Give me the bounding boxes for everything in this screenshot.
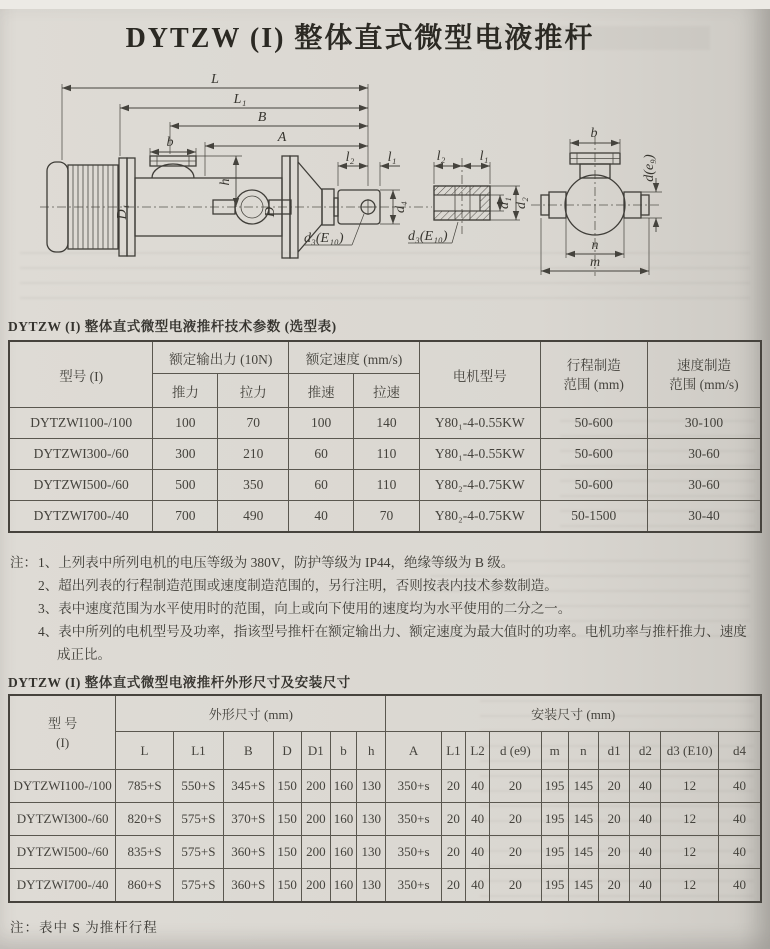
stroke-range-line1: 行程制造 [566, 357, 621, 373]
table-row [9, 803, 761, 836]
dim-label-de9: d(e₉) [642, 154, 657, 182]
col-header-rated-speed: 额定速度 (mm/s) [289, 341, 420, 374]
value-cell: 60 [289, 470, 354, 501]
model-header-line1: 型 号 [48, 715, 78, 731]
model-cell: DYTZWI700-/40 [9, 501, 153, 533]
value-cell: 12 [661, 770, 718, 803]
value-cell: 20 [598, 770, 629, 803]
value-cell: 50-600 [540, 470, 647, 501]
value-cell: 20 [441, 803, 465, 836]
dim-label-D1: D₁ [115, 204, 130, 220]
col-header-A: A [386, 732, 441, 770]
value-cell: 150 [273, 869, 301, 903]
value-cell: 160 [330, 803, 356, 836]
value-cell: 20 [490, 836, 541, 869]
value-cell: 370+S [224, 803, 273, 836]
value-cell: 350+s [386, 770, 441, 803]
value-cell: Y80₂-4-0.75KW [419, 501, 540, 533]
col-header-push-speed: 推速 [289, 374, 354, 408]
value-cell: 145 [568, 836, 598, 869]
col-header-L2: L2 [466, 732, 490, 770]
value-cell: 100 [153, 408, 218, 439]
col-header-D1: D1 [301, 732, 330, 770]
col-header-b: b [330, 732, 356, 770]
value-cell: 195 [541, 770, 568, 803]
value-cell: 20 [490, 770, 541, 803]
value-cell: 300 [153, 439, 218, 470]
value-cell: 490 [218, 501, 289, 533]
value-cell: 200 [301, 770, 330, 803]
col-header-stroke-range [540, 341, 647, 408]
spec-table [8, 340, 762, 533]
value-cell: 110 [354, 470, 420, 501]
value-cell: 145 [568, 770, 598, 803]
value-cell: 350 [218, 470, 289, 501]
page-title: DYTZW (I) 整体直式微型电液推杆 [125, 23, 595, 54]
col-header-L1-install: L1 [441, 732, 465, 770]
dim-label-L: L [211, 72, 219, 87]
value-cell: 40 [630, 836, 661, 869]
dim-label-l1: l₁ [387, 150, 397, 165]
col-group-outline-dims: 外形尺寸 (mm) [116, 695, 386, 732]
value-cell: 40 [466, 770, 490, 803]
col-header-D: D [273, 732, 301, 770]
value-cell: 130 [357, 770, 386, 803]
dim-label-m: m [589, 255, 601, 270]
model-cell: DYTZWI300-/60 [9, 439, 153, 470]
value-cell: 360+S [224, 836, 273, 869]
value-cell: 160 [330, 836, 356, 869]
col-header-d1: d1 [598, 732, 629, 770]
model-header-line2: (I) [56, 734, 70, 750]
value-cell: 12 [661, 869, 718, 903]
value-cell: 40 [630, 869, 661, 903]
dim-label-A: A [277, 130, 287, 145]
value-cell: 345+S [224, 770, 273, 803]
note-item: 1、上列表中所列电机的电压等级为 380V，防护等级为 IP44，绝缘等级为 B 级。 [38, 555, 515, 570]
dim-label-h: h [218, 178, 233, 186]
value-cell: 20 [490, 869, 541, 903]
col-header-model: 型号 (I) [9, 341, 153, 408]
value-cell: 100 [289, 408, 354, 439]
value-cell: 785+S [116, 770, 173, 803]
value-cell: 860+S [116, 869, 173, 903]
value-cell: 40 [718, 770, 761, 803]
value-cell: 40 [289, 501, 354, 533]
notes-label: 注： [10, 555, 37, 570]
col-header-speed-range [647, 341, 761, 408]
note-item: 4、表中所列的电机型号及功率，指该型号推杆在额定输出力、额定速度为最大值时的功率。电机功率与推杆推力、速度成正比。 [38, 624, 747, 662]
value-cell: 20 [441, 869, 465, 903]
value-cell: 20 [441, 770, 465, 803]
value-cell: 40 [466, 803, 490, 836]
value-cell: 60 [289, 439, 354, 470]
col-header-motor: 电机型号 [419, 341, 540, 408]
value-cell: 50-600 [540, 439, 647, 470]
dim-label-d3: d₃(E₁₀) [408, 229, 448, 244]
model-cell: DYTZWI700-/40 [9, 869, 116, 903]
col-header-d4: d4 [718, 732, 761, 770]
value-cell: 40 [718, 836, 761, 869]
value-cell: 160 [330, 869, 356, 903]
spec-table-caption: DYTZW (I) 整体直式微型电液推杆技术参数 (选型表) [8, 319, 337, 334]
model-cell: DYTZWI300-/60 [9, 803, 116, 836]
dim-label-d3: d₃(E₁₀) [304, 231, 344, 246]
model-cell: DYTZWI100-/100 [9, 408, 153, 439]
dim-label-l2: l₂ [345, 150, 355, 165]
value-cell: 160 [330, 770, 356, 803]
table-row [9, 869, 761, 903]
value-cell: 20 [441, 836, 465, 869]
dim-label-d4: d₄ [393, 201, 408, 213]
notes-section [10, 551, 758, 666]
value-cell: 30-40 [647, 501, 761, 533]
value-cell: 12 [661, 836, 718, 869]
value-cell: 145 [568, 803, 598, 836]
col-header-B: B [224, 732, 273, 770]
value-cell: 350+s [386, 869, 441, 903]
value-cell: 30-60 [647, 470, 761, 501]
value-cell: 575+S [173, 836, 223, 869]
col-header-d2: d2 [630, 732, 661, 770]
value-cell: 130 [357, 869, 386, 903]
stroke-range-line2: 范围 (mm) [563, 376, 624, 392]
table-row [9, 439, 761, 470]
value-cell: 50-1500 [540, 501, 647, 533]
value-cell: 500 [153, 470, 218, 501]
dim-label-l1: l₁ [479, 149, 489, 164]
value-cell: 700 [153, 501, 218, 533]
main-side-view [40, 72, 432, 258]
table-row [9, 770, 761, 803]
model-cell: DYTZWI500-/60 [9, 836, 116, 869]
value-cell: 70 [354, 501, 420, 533]
col-header-pull-speed: 拉速 [354, 374, 420, 408]
dim-label-d2: d₂ [514, 197, 529, 209]
dim-label-d1: d₁ [497, 197, 512, 209]
value-cell: 820+S [116, 803, 173, 836]
speed-range-line2: 范围 (mm/s) [669, 376, 739, 392]
value-cell: 835+S [116, 836, 173, 869]
table-row [9, 501, 761, 533]
value-cell: 40 [630, 770, 661, 803]
table-row [9, 836, 761, 869]
value-cell: 130 [357, 836, 386, 869]
value-cell: 350+s [386, 836, 441, 869]
value-cell: 550+S [173, 770, 223, 803]
value-cell: 30-60 [647, 439, 761, 470]
note-item: 3、表中速度范围为水平使用时的范围，向上或向下使用的速度均为水平使用的二分之一。 [38, 601, 572, 616]
value-cell: 150 [273, 770, 301, 803]
value-cell: 575+S [173, 869, 223, 903]
technical-drawing [0, 66, 770, 304]
value-cell: 195 [541, 803, 568, 836]
col-header-m: m [541, 732, 568, 770]
value-cell: 200 [301, 869, 330, 903]
col-header-push-force: 推力 [153, 374, 218, 408]
col-header-pull-force: 拉力 [218, 374, 289, 408]
dim-label-n: n [591, 238, 599, 253]
col-header-L1: L1 [173, 732, 223, 770]
end-view [531, 126, 662, 276]
dim-label-l2: l₂ [436, 149, 446, 164]
col-header-d3-E10: d3 (E10) [661, 732, 718, 770]
value-cell: 360+S [224, 869, 273, 903]
value-cell: 200 [301, 803, 330, 836]
value-cell: 130 [357, 803, 386, 836]
col-header-h: h [357, 732, 386, 770]
col-header-n: n [568, 732, 598, 770]
dimension-table [8, 694, 762, 903]
note-item: 2、超出列表的行程制造范围或速度制造范围的，另行注明，否则按表内技术参数制造。 [38, 578, 558, 593]
value-cell: 40 [466, 836, 490, 869]
value-cell: 40 [630, 803, 661, 836]
value-cell: 110 [354, 439, 420, 470]
model-cell: DYTZWI500-/60 [9, 470, 153, 501]
col-header-model [9, 695, 116, 770]
value-cell: 20 [598, 869, 629, 903]
value-cell: 140 [354, 408, 420, 439]
col-header-d-e9: d (e9) [490, 732, 541, 770]
col-header-L: L [116, 732, 173, 770]
value-cell: 20 [598, 803, 629, 836]
value-cell: 30-100 [647, 408, 761, 439]
value-cell: 70 [218, 408, 289, 439]
value-cell: 150 [273, 836, 301, 869]
table-row [9, 408, 761, 439]
value-cell: 350+s [386, 803, 441, 836]
scan-edge-artifact [0, 0, 770, 9]
value-cell: 150 [273, 803, 301, 836]
value-cell: Y80₂-4-0.75KW [419, 470, 540, 501]
clevis-section-view [408, 149, 529, 244]
value-cell: 40 [718, 869, 761, 903]
speed-range-line1: 速度制造 [676, 357, 731, 373]
value-cell: 200 [301, 836, 330, 869]
value-cell: 40 [466, 869, 490, 903]
dim-label-D: D [263, 206, 278, 218]
value-cell: 145 [568, 869, 598, 903]
dim-label-L1: L₁ [233, 92, 247, 107]
value-cell: 40 [718, 803, 761, 836]
value-cell: 20 [490, 803, 541, 836]
value-cell: 210 [218, 439, 289, 470]
dim-label-b: b [590, 126, 598, 141]
value-cell: Y80₁-4-0.55KW [419, 408, 540, 439]
value-cell: 12 [661, 803, 718, 836]
dimension-table-caption: DYTZW (I) 整体直式微型电液推杆外形尺寸及安装尺寸 [8, 675, 351, 690]
value-cell: 20 [598, 836, 629, 869]
table-row [9, 470, 761, 501]
col-group-install-dims: 安装尺寸 (mm) [386, 695, 761, 732]
value-cell: Y80₁-4-0.55KW [419, 439, 540, 470]
dim-label-b: b [166, 135, 174, 150]
value-cell: 195 [541, 836, 568, 869]
value-cell: 575+S [173, 803, 223, 836]
model-cell: DYTZWI100-/100 [9, 770, 116, 803]
footnote: 注：表中 S 为推杆行程 [10, 920, 158, 935]
value-cell: 195 [541, 869, 568, 903]
value-cell: 50-600 [540, 408, 647, 439]
col-header-rated-force: 额定输出力 (10N) [153, 341, 289, 374]
dim-label-B: B [257, 110, 267, 125]
